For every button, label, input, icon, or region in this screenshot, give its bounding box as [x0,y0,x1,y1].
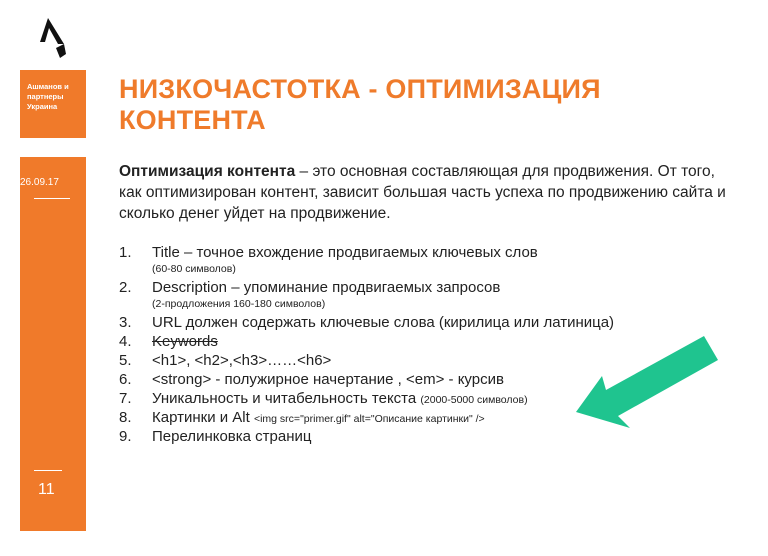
list-item-note: (2-продложения 160-180 символов) [152,298,326,310]
slide-date: 26.09.17 [20,177,59,188]
logo-icon [36,14,72,62]
list-item-note: (60-80 символов) [152,263,236,275]
date-divider [34,198,70,199]
list-item: 3. URL должен содержать ключевые слова (кирилица или латиница) [119,314,615,331]
slide-title: НИЗКОЧАСТОТКА - ОПТИМИЗАЦИЯ КОНТЕНТА [119,74,601,135]
list-item: 1. Title – точное вхождение продвигаемых ключевых слов [119,244,538,261]
list-item: 4. Keywords [119,333,218,350]
list-item: 5. <h1>, <h2>,<h3>……<h6> [119,352,332,369]
intro-paragraph [119,161,739,224]
intro-text: – это основная составляющая для продвижения. От того, как оптимизирован контент, зависит большая часть успеха по продвижению сайта и сколько денег уйдет на продвижение. [119,163,726,222]
sidebar-panel [20,157,86,531]
brand-box [20,70,86,138]
page-number: 11 [38,481,55,498]
list-item: 9. Перелинковка страниц [119,428,312,445]
intro-bold: Оптимизация контента [119,163,296,180]
green-arrow-icon [572,328,722,436]
list-item: 8. Картинки и Alt <img src="primer.gif" alt="Описание картинки" /> [119,409,485,426]
list-item: 7. Уникальность и читабельность текста (2000-5000 символов) [119,390,528,407]
brand-label: Ашманов и партнеры Украина [27,82,69,111]
list-item: 6. <strong> - полужирное начертание , <em> - курсив [119,371,504,388]
list-item: 2. Description – упоминание продвигаемых запросов [119,279,501,296]
page-divider [34,470,62,471]
